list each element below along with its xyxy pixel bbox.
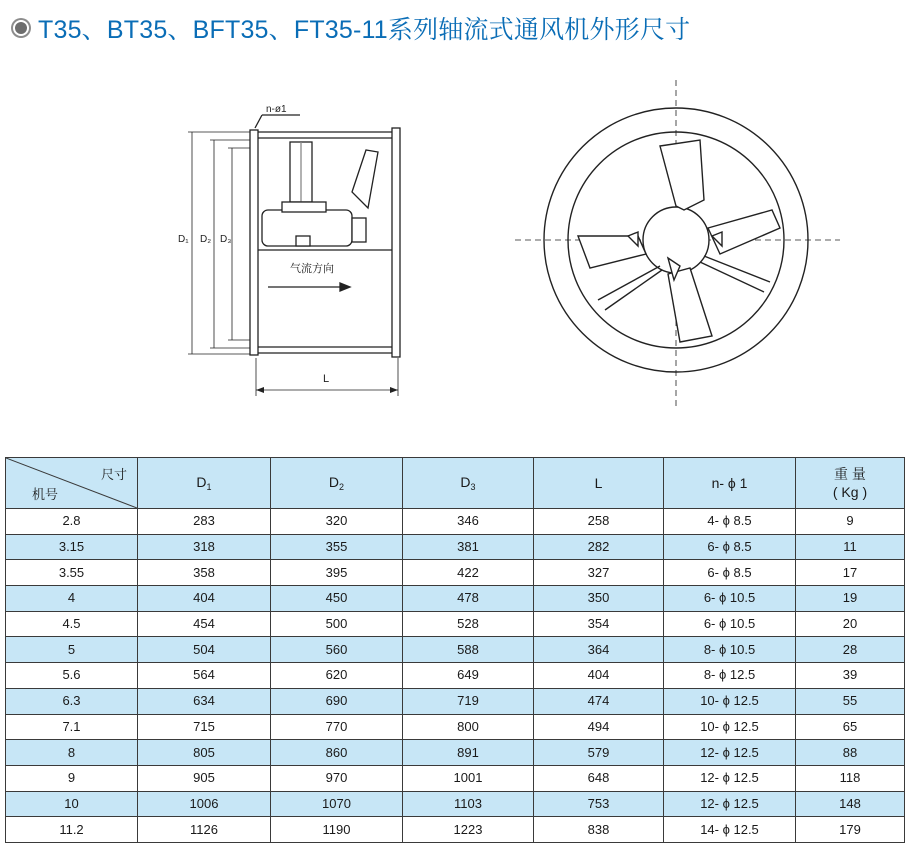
d3-cell: 381 bbox=[403, 534, 534, 560]
length-cell: 753 bbox=[534, 791, 664, 817]
d1-cell: 504 bbox=[138, 637, 271, 663]
d3-cell: 588 bbox=[403, 637, 534, 663]
length-cell: 648 bbox=[534, 765, 664, 791]
d2-label: D₂ bbox=[200, 234, 212, 245]
holes-cell: 6- ϕ 8.5 bbox=[664, 560, 796, 586]
holes-cell: 6- ϕ 10.5 bbox=[664, 611, 796, 637]
table-row bbox=[6, 765, 905, 791]
d2-cell: 450 bbox=[271, 586, 403, 612]
holes-cell: 8- ϕ 10.5 bbox=[664, 637, 796, 663]
weight-cell: 88 bbox=[796, 740, 905, 766]
d2-cell: 770 bbox=[271, 714, 403, 740]
weight-cell: 148 bbox=[796, 791, 905, 817]
d1-cell: 634 bbox=[138, 688, 271, 714]
holes-cell: 8- ϕ 12.5 bbox=[664, 663, 796, 689]
holes-cell: 6- ϕ 10.5 bbox=[664, 586, 796, 612]
weight-cell: 65 bbox=[796, 714, 905, 740]
weight-cell: 19 bbox=[796, 586, 905, 612]
model-cell: 3.55 bbox=[6, 560, 138, 586]
table-row bbox=[6, 663, 905, 689]
weight-label: 重 量 bbox=[834, 466, 866, 482]
table-row bbox=[6, 509, 905, 535]
table-row bbox=[6, 740, 905, 766]
holes-cell: 6- ϕ 8.5 bbox=[664, 534, 796, 560]
table-body bbox=[6, 509, 905, 843]
holes-cell: 10- ϕ 12.5 bbox=[664, 714, 796, 740]
holes-cell: 12- ϕ 12.5 bbox=[664, 765, 796, 791]
bullet-circle-icon bbox=[10, 17, 32, 39]
title-text: T35、BT35、BFT35、FT35-11系列轴流式通风机外形尺寸 bbox=[38, 16, 691, 44]
header-weight bbox=[796, 458, 905, 509]
d1-cell: 454 bbox=[138, 611, 271, 637]
d3-cell: 1223 bbox=[403, 817, 534, 843]
d1-cell: 1126 bbox=[138, 817, 271, 843]
weight-cell: 179 bbox=[796, 817, 905, 843]
model-cell: 4.5 bbox=[6, 611, 138, 637]
d2-cell: 620 bbox=[271, 663, 403, 689]
weight-cell: 55 bbox=[796, 688, 905, 714]
weight-unit: ( Kg ) bbox=[832, 484, 868, 500]
d2-cell: 1070 bbox=[271, 791, 403, 817]
d2-cell: 395 bbox=[271, 560, 403, 586]
weight-cell: 118 bbox=[796, 765, 905, 791]
table-row bbox=[6, 817, 905, 843]
holes-cell: 10- ϕ 12.5 bbox=[664, 688, 796, 714]
d3-label: D₃ bbox=[220, 234, 232, 245]
corner-header-cell bbox=[6, 458, 138, 509]
corner-top-label: 尺寸 bbox=[100, 467, 127, 482]
d1-cell: 318 bbox=[138, 534, 271, 560]
model-cell: 4 bbox=[6, 586, 138, 612]
model-cell: 3.15 bbox=[6, 534, 138, 560]
model-cell: 9 bbox=[6, 765, 138, 791]
weight-cell: 28 bbox=[796, 637, 905, 663]
length-cell: 350 bbox=[534, 586, 664, 612]
model-cell: 8 bbox=[6, 740, 138, 766]
page-title bbox=[10, 12, 690, 44]
technical-drawing bbox=[0, 60, 910, 450]
d3-cell: 719 bbox=[403, 688, 534, 714]
weight-cell: 20 bbox=[796, 611, 905, 637]
holes-cell: 14- ϕ 12.5 bbox=[664, 817, 796, 843]
length-cell: 354 bbox=[534, 611, 664, 637]
specification-table bbox=[5, 457, 905, 843]
length-cell: 327 bbox=[534, 560, 664, 586]
d2-cell: 970 bbox=[271, 765, 403, 791]
table-row bbox=[6, 791, 905, 817]
length-cell: 838 bbox=[534, 817, 664, 843]
d2-cell: 500 bbox=[271, 611, 403, 637]
length-label: L bbox=[323, 373, 330, 385]
length-cell: 404 bbox=[534, 663, 664, 689]
holes-label: n-ø1 bbox=[266, 104, 287, 115]
table-row bbox=[6, 560, 905, 586]
holes-cell: 12- ϕ 12.5 bbox=[664, 740, 796, 766]
d1-cell: 283 bbox=[138, 509, 271, 535]
weight-cell: 11 bbox=[796, 534, 905, 560]
d1-cell: 805 bbox=[138, 740, 271, 766]
model-cell: 7.1 bbox=[6, 714, 138, 740]
d1-cell: 715 bbox=[138, 714, 271, 740]
header-d3: $D_3$ bbox=[403, 458, 534, 509]
length-cell: 258 bbox=[534, 509, 664, 535]
d1-cell: 564 bbox=[138, 663, 271, 689]
d2-cell: 1190 bbox=[271, 817, 403, 843]
d2-cell: 560 bbox=[271, 637, 403, 663]
d1-cell: 1006 bbox=[138, 791, 271, 817]
fan-drawing bbox=[0, 60, 910, 450]
flow-direction-label: 气流方向 bbox=[290, 262, 334, 275]
d1-label: D₁ bbox=[178, 234, 189, 245]
d3-cell: 891 bbox=[403, 740, 534, 766]
d3-cell: 422 bbox=[403, 560, 534, 586]
model-cell: 5.6 bbox=[6, 663, 138, 689]
header-d1: $D_1$ bbox=[138, 458, 271, 509]
model-cell: 5 bbox=[6, 637, 138, 663]
header-length: L bbox=[534, 458, 664, 509]
header-holes: n- ϕ 1 bbox=[664, 458, 796, 509]
table-row bbox=[6, 688, 905, 714]
weight-cell: 9 bbox=[796, 509, 905, 535]
d3-cell: 800 bbox=[403, 714, 534, 740]
model-cell: 6.3 bbox=[6, 688, 138, 714]
length-cell: 364 bbox=[534, 637, 664, 663]
d3-cell: 1001 bbox=[403, 765, 534, 791]
d2-cell: 860 bbox=[271, 740, 403, 766]
length-cell: 579 bbox=[534, 740, 664, 766]
model-cell: 2.8 bbox=[6, 509, 138, 535]
holes-cell: 4- ϕ 8.5 bbox=[664, 509, 796, 535]
d2-cell: 690 bbox=[271, 688, 403, 714]
weight-cell: 17 bbox=[796, 560, 905, 586]
d2-cell: 320 bbox=[271, 509, 403, 535]
d3-cell: 528 bbox=[403, 611, 534, 637]
table-row bbox=[6, 534, 905, 560]
d1-cell: 905 bbox=[138, 765, 271, 791]
model-cell: 10 bbox=[6, 791, 138, 817]
front-view bbox=[515, 80, 840, 410]
table-header-row bbox=[6, 458, 905, 509]
table-row bbox=[6, 586, 905, 612]
table-row bbox=[6, 611, 905, 637]
length-cell: 474 bbox=[534, 688, 664, 714]
d1-cell: 358 bbox=[138, 560, 271, 586]
d3-cell: 478 bbox=[403, 586, 534, 612]
d3-cell: 346 bbox=[403, 509, 534, 535]
side-view bbox=[178, 104, 400, 396]
model-cell: 11.2 bbox=[6, 817, 138, 843]
header-d2: $D_2$ bbox=[271, 458, 403, 509]
table-row bbox=[6, 714, 905, 740]
d3-cell: 1103 bbox=[403, 791, 534, 817]
length-cell: 282 bbox=[534, 534, 664, 560]
d1-cell: 404 bbox=[138, 586, 271, 612]
table-row bbox=[6, 637, 905, 663]
length-cell: 494 bbox=[534, 714, 664, 740]
weight-cell: 39 bbox=[796, 663, 905, 689]
corner-bottom-label: 机号 bbox=[32, 487, 59, 502]
d2-cell: 355 bbox=[271, 534, 403, 560]
holes-cell: 12- ϕ 12.5 bbox=[664, 791, 796, 817]
d3-cell: 649 bbox=[403, 663, 534, 689]
